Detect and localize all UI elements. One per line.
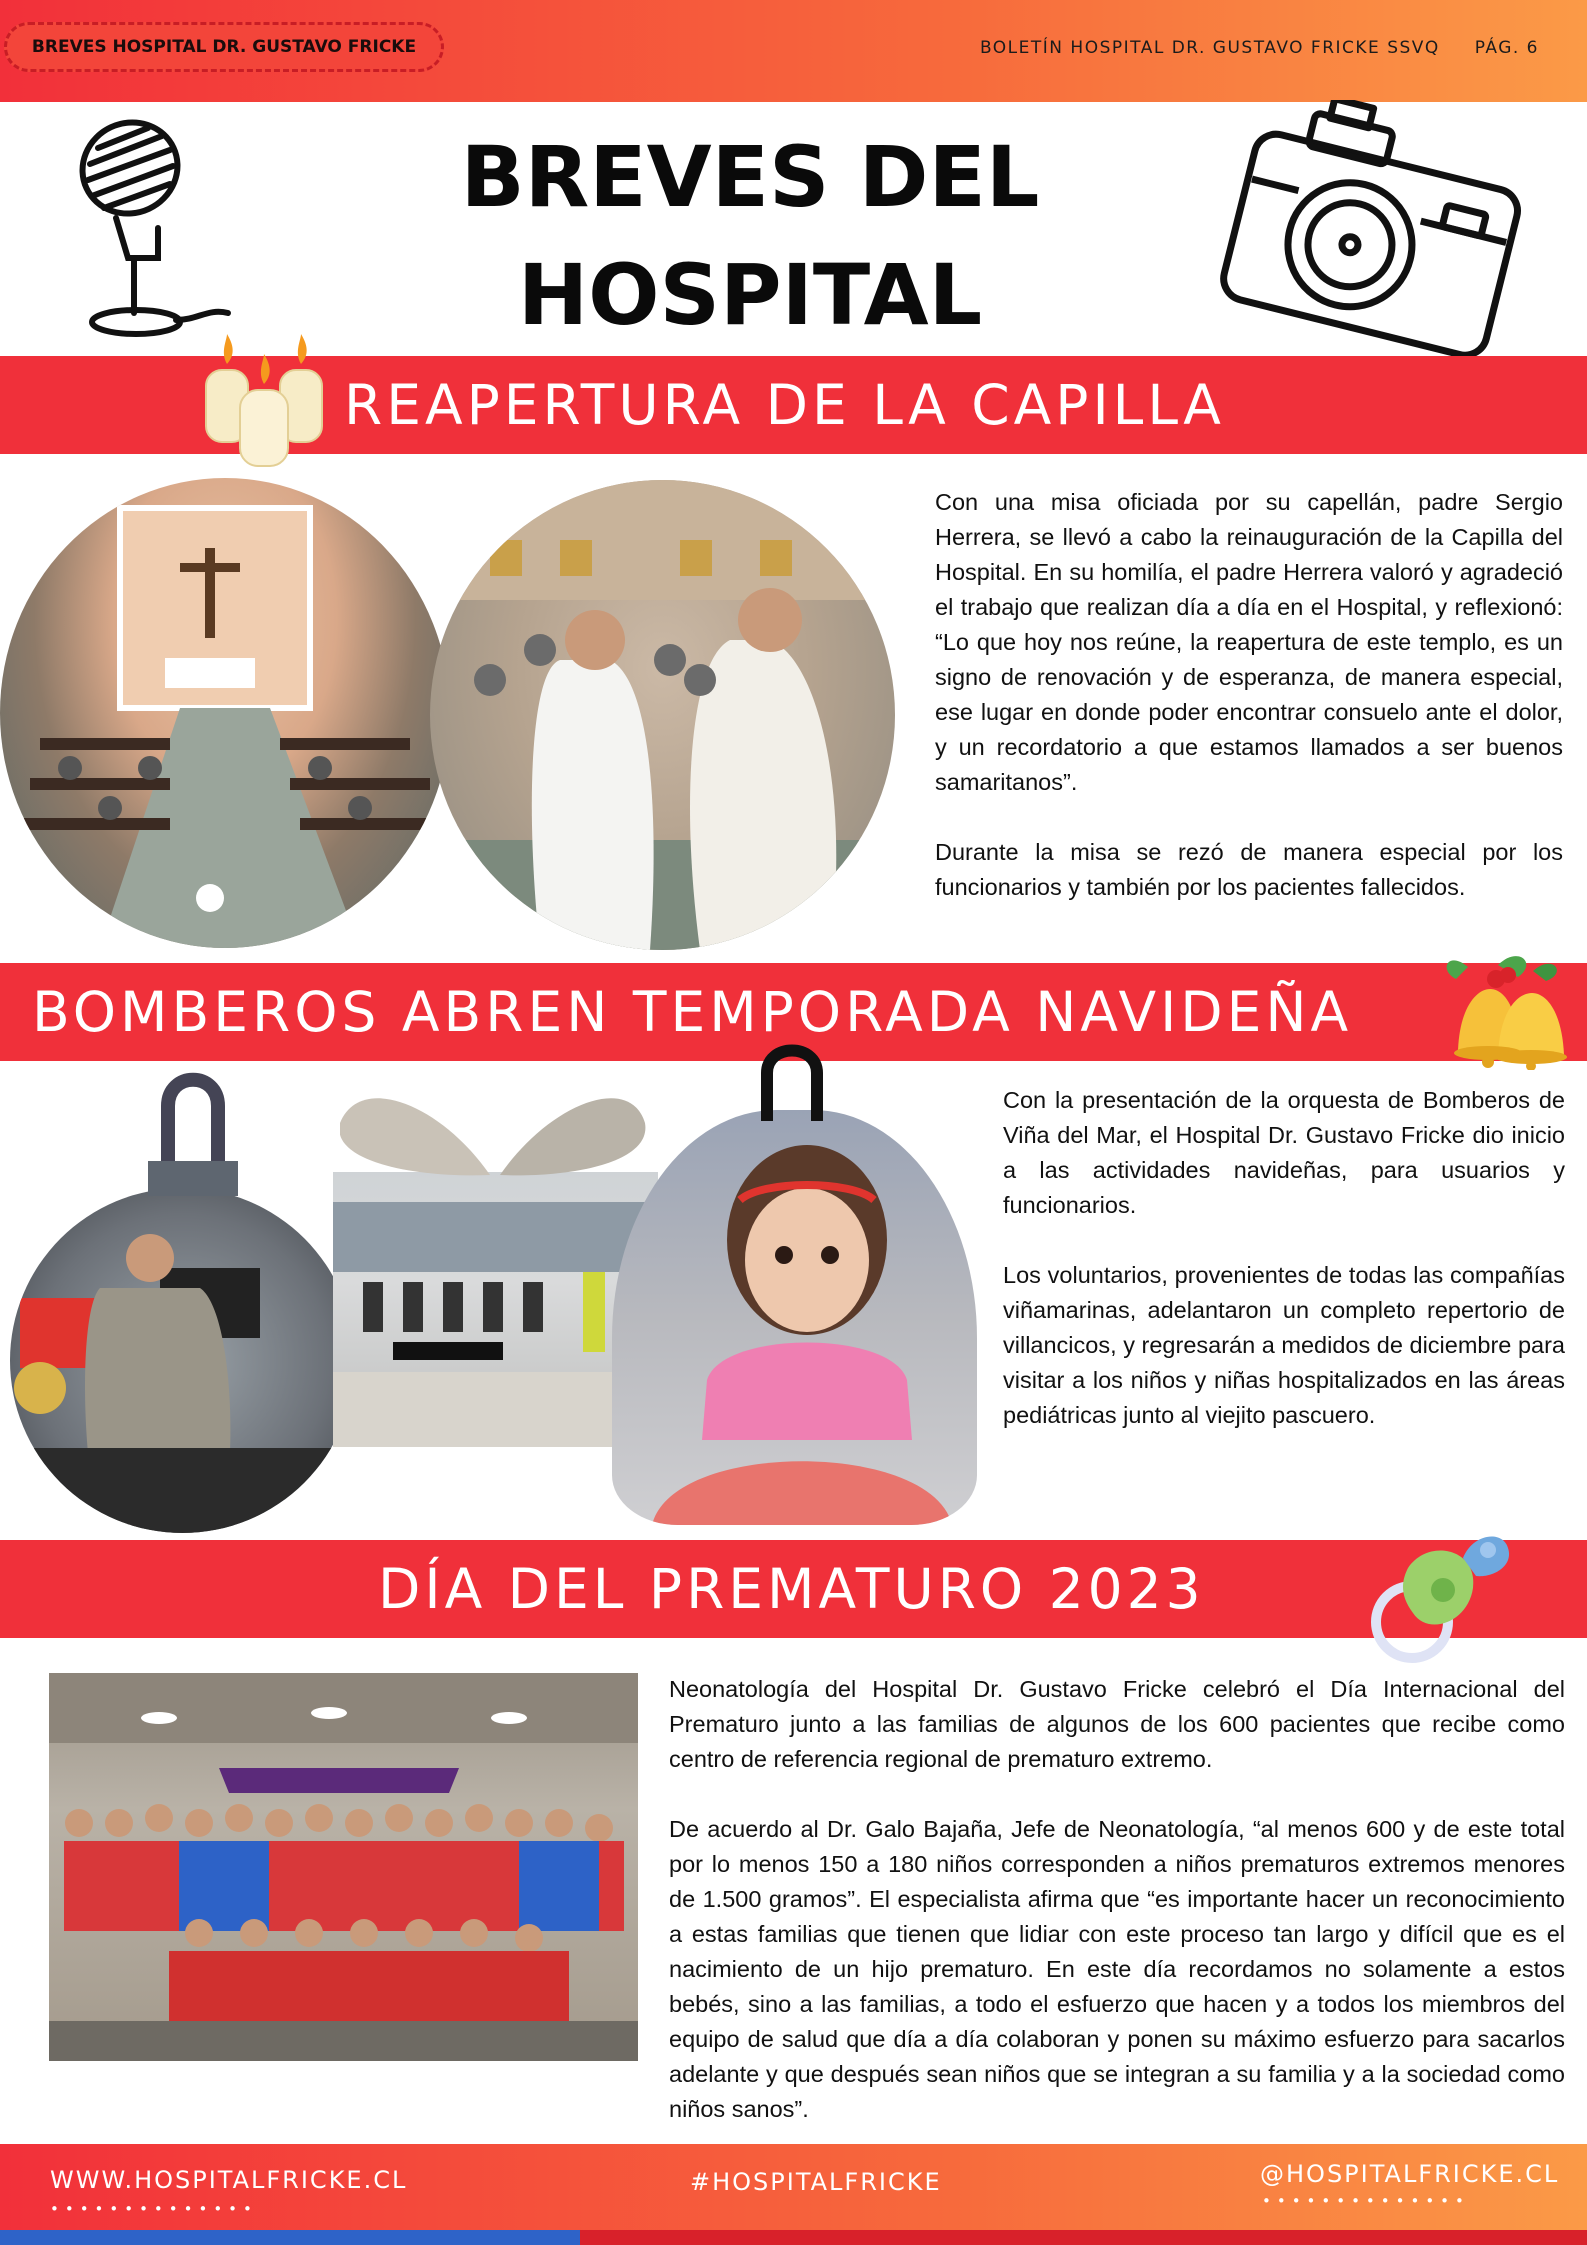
section-title-bomberos: BOMBEROS ABREN TEMPORADA NAVIDEÑA: [32, 980, 1353, 1044]
camera-icon: [1218, 100, 1528, 370]
footer-website-link[interactable]: WWW.HOSPITALFRICKE.CL: [50, 2166, 408, 2194]
section-title-prematuro: DÍA DEL PREMATURO 2023: [378, 1557, 1205, 1621]
prematuro-paragraph-2: De acuerdo al Dr. Galo Bajaña, Jefe de Neonatología, “al menos 600 y de este total por lo menos 150 a 180 niños corresponden a niños prematuros extremos menores de 1.500 gramos”. El especialista afirma que “es importante hacer un reconocimiento a estas familias que tienen que lidiar con este proceso tan largo y difícil que es el nacimiento de un hijo prematuro. En este día recordamos no solamente a estos bebés, sino a las familias, a todo el esfuerzo que hacen y a todos los miembros del equipo de salud que día a día colaboran y ponen su máximo esfuerzo para sacarlos adelante y que después sean niños que se integran a su familia y a la sociedad como niños sanos”.: [669, 1816, 1565, 2122]
page-title-line1: BREVES DEL: [460, 128, 1040, 226]
prematuro-paragraph-1: Neonatología del Hospital Dr. Gustavo Fricke celebró el Día Internacional del Prematuro junto a las familias de algunos de los 600 pacientes que recibe como centro de referencia regional de prematuro extremo.: [669, 1676, 1565, 1772]
bulletin-name: BOLETÍN HOSPITAL DR. GUSTAVO FRICKE SSVQ: [979, 38, 1440, 58]
girl-portrait-scene: [612, 1110, 977, 1525]
section-title-capilla: REAPERTURA DE LA CAPILLA: [344, 373, 1225, 437]
section-text-capilla: [935, 485, 1563, 905]
capilla-paragraph-1: Con una misa oficiada por su capellán, padre Sergio Herrera, se llevó a cabo la reinauguración de la Capilla del Hospital. En su homilía, el padre Herrera valoró y agradeció el trabajo que realizan día a día en el Hospital, y reflexionó: “Lo que hoy nos reúne, la reapertura de este templo, es un signo de renovación y de esperanza, de manera especial, ese lugar en donde poder encontrar consuelo ante el dolor, y un recordatorio a que estamos llamados a ser buenos samaritanos”.: [935, 489, 1563, 795]
page-number: PÁG. 6: [1474, 38, 1539, 58]
bomberos-paragraph-2: Los voluntarios, provenientes de todas las compañías viñamarinas, adelantaron un completo repertorio de villancicos, y regresarán a medidos de diciembre para visitar a los niños y niñas hospitalizados en las áreas pediátricas junto al viejito pascuero.: [1003, 1262, 1565, 1428]
capilla-paragraph-2: Durante la misa se rezó de manera especial por los funcionarios y también por los pacientes fallecidos.: [935, 839, 1563, 900]
candles-icon: [200, 330, 328, 468]
bomberos-paragraph-1: Con la presentación de la orquesta de Bomberos de Viña del Mar, el Hospital Dr. Gustavo Fricke dio inicio a las actividades navideñas, para usuarios y funcionarios.: [1003, 1087, 1565, 1218]
page-title-line2: HOSPITAL: [517, 246, 983, 344]
chapel-communion-scene: [430, 480, 895, 950]
orchestra-gift-photo: [333, 1172, 658, 1447]
orchestra-hall-scene: [333, 1172, 658, 1447]
page-title: [400, 118, 1100, 354]
section-band-prematuro: [0, 1540, 1587, 1638]
header-bulletin: [980, 38, 1539, 58]
chapel-communion-photo: [430, 480, 895, 950]
neonatology-group-scene: [49, 1673, 638, 2061]
orchestra-musicians-scene: [10, 1188, 355, 1533]
girl-bell-photo: [612, 1110, 977, 1525]
footer-handle-dots: ••••••••••••••: [1262, 2192, 1470, 2210]
christmas-bells-icon: [1438, 945, 1573, 1070]
orchestra-ornament-photo: [10, 1188, 355, 1533]
section-text-prematuro: [669, 1672, 1565, 2127]
footer-strip-blue: [0, 2230, 580, 2245]
pacifier-icon: [1368, 1518, 1516, 1666]
header-badge: BREVES HOSPITAL DR. GUSTAVO FRICKE: [4, 22, 444, 72]
section-text-bomberos: [1003, 1083, 1565, 1433]
neonatology-group-photo: [49, 1673, 638, 2061]
footer-hashtag: #HOSPITALFRICKE: [690, 2168, 942, 2196]
chapel-interior-photo: [0, 478, 450, 948]
microphone-icon: [58, 108, 238, 348]
footer-website-dots: ••••••••••••••: [50, 2200, 258, 2218]
ornament-hook: [148, 1066, 238, 1196]
bell-handle: [752, 1043, 832, 1123]
footer-strip-red: [580, 2230, 1587, 2245]
gift-bow: [340, 1063, 650, 1178]
chapel-interior-scene: [0, 478, 450, 948]
footer-handle-link[interactable]: @HOSPITALFRICKE.CL: [1260, 2160, 1560, 2188]
